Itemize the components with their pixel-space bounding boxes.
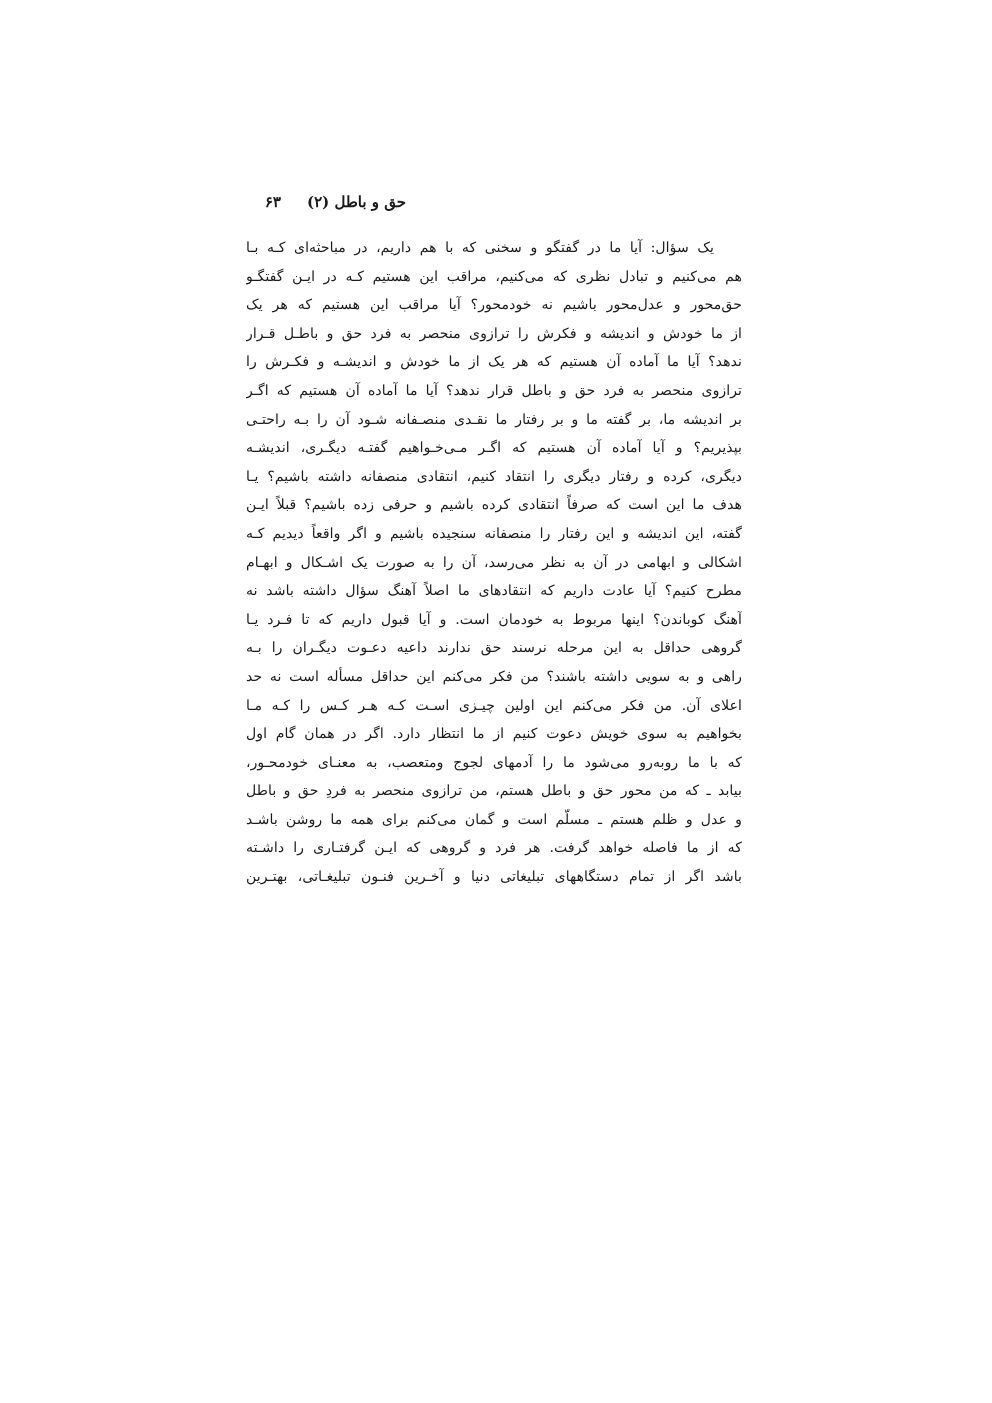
text-line: ندهد؟ آیا ما آماده آن هستیم که هر یک از ما خودش و اندیشـه و فکـرش را xyxy=(246,354,742,371)
page-header xyxy=(236,189,406,215)
text-line: که با ما روبه‌رو می‌شود ما را آدمهای لجوج ومتعصب، به معنـای خودمحـور، xyxy=(246,754,742,771)
text-line: از ما خودش و اندیشه و فکرش را ترازوی منحصر به فرد حق و باطـل قـرار xyxy=(246,325,742,342)
text-line: آهنگ کوباندن؟ اینها مربوط به خودمان است. و آیا قبول داریم که تا فـرد یـا xyxy=(246,611,742,628)
text-line: گروهی حداقل به این مرحله نرسند حق ندارند داعیه دعـوت دیگـران را بـه xyxy=(246,640,742,657)
page-number: ۶۳ xyxy=(264,193,281,211)
text-line: مطرح کنیم؟ آیا عادت داریم که انتقادهای ما اصلاً آهنگ سؤال داشته باشد نه xyxy=(246,583,742,600)
text-line: حق‌محور و عدل‌محور باشیم نه خودمحور؟ آیا مراقب این هستیم که هر یک xyxy=(246,297,742,314)
text-line: بخواهیم به سوی خویش دعوت کنیم از ما انتظار دارد. اگر در همان گام اول xyxy=(246,726,742,743)
text-line: هم می‌کنیم و تبادل نظری که می‌کنیم، مراقب این هستیم کـه در ایـن گفتگـو xyxy=(246,268,742,285)
text-line: بپذیریم؟ و آیا آماده آن هستیم که اگـر مـی‌خـواهیم گفتـه دیگـری، اندیشـه xyxy=(246,440,742,457)
text-line: هدف ما این است که صرفاً انتقادی کرده باشیم و حرفی زده باشیم؟ قبلاً ایـن xyxy=(246,497,742,514)
text-line: باشد اگر از تمام دستگاههای تبلیغاتی دنیا و آخـرین فنـون تبلیغـاتی، بهتـرین xyxy=(246,869,742,886)
body-text xyxy=(246,234,742,892)
text-line: و عدل و ظلم هستم ـ مسلّم است و گمان می‌کنم برای همه ما روشن باشـد xyxy=(246,811,742,828)
text-line: بر اندیشه ما، بر گفته ما و بر رفتار ما نقـدی منصـفانه شـود آن را بـه راحتـی xyxy=(246,411,742,428)
text-line: راهی و به سویی داشته باشند؟ من فکر می‌کنم این حداقل مسأله است نه حد xyxy=(246,668,742,685)
text-line: یک سؤال: آیا ما در گفتگو و سخنی که با هم داریم، در مباحثه‌ای کـه بـا xyxy=(246,240,714,256)
running-title: حق و باطل (۲) xyxy=(306,193,406,211)
text-line: که از ما فاصله خواهد گرفت. هر فرد و گروهی که ایـن گرفتـاری را داشـته xyxy=(246,840,742,857)
text-line: اعلای آن. من فکر می‌کنم این اولین چیـزی اسـت کـه هـر کـس را کـه مـا xyxy=(246,697,742,714)
text-line: دیگری، کرده و رفتار دیگری را انتقاد کنیم، انتقادی منصفانه داشته باشیم؟ یـا xyxy=(246,468,742,485)
text-line: گفته، این اندیشه و این رفتار را منصفانه سنجیده باشیم و اگر واقعاً دیدیم کـه xyxy=(246,525,742,542)
text-line: ترازوی منحصر به فرد حق و باطل قرار ندهد؟ آیا ما آماده آن هستیم که اگـر xyxy=(246,382,742,399)
text-line: بیابد ـ که من محور حق و باطل هستم، من ترازوی منحصر به فردِ حق و باطل xyxy=(246,783,742,800)
text-line: اشکالی و ابهامی در آن به نظر می‌رسد، آن را به صورت یک اشـکال و ابهـام xyxy=(246,554,742,571)
